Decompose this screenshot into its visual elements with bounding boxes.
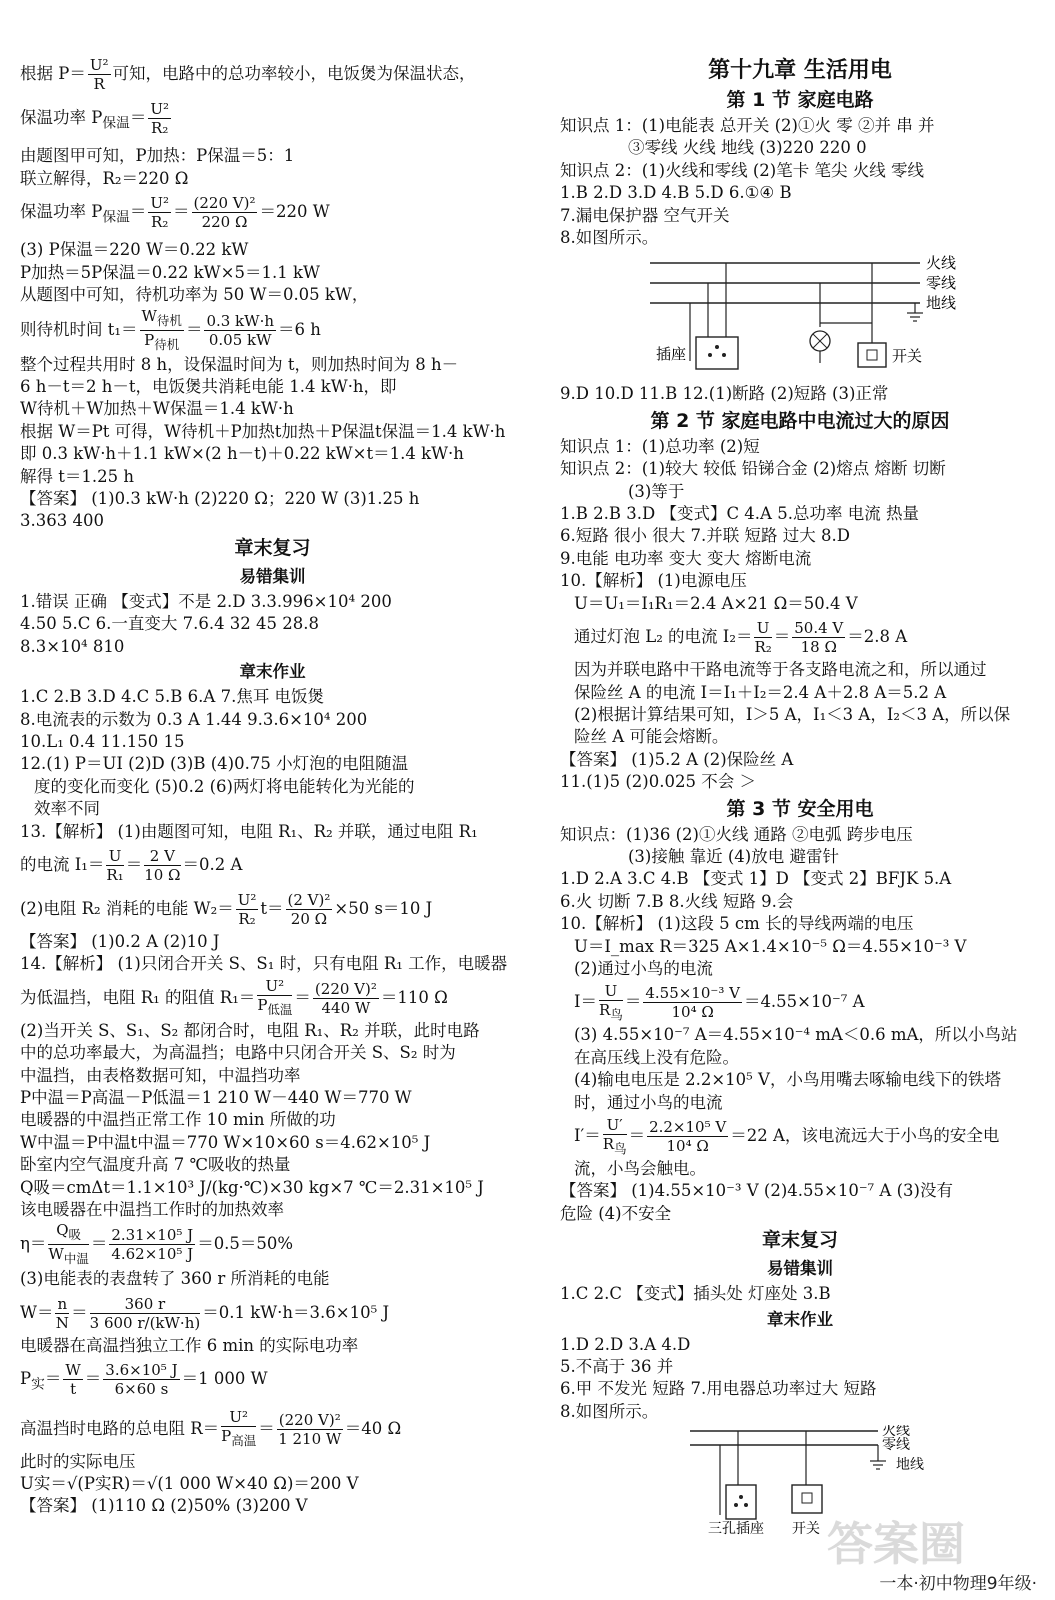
text-line: 中的总功率最大，为高温挡；电路中只闭合开关 S、S₂ 时为 xyxy=(20,1043,456,1063)
text-line: 1.B 2.D 3.D 4.B 5.D 6.①④ B xyxy=(560,183,792,203)
text-line: 13.【解析】 (1)由题图可知，电阻 R₁、R₂ 并联，通过电阻 R₁ xyxy=(20,821,478,841)
text-line: 1.错误 正确 【变式】不是 2.D 3.3.996×10⁴ 200 xyxy=(20,591,392,611)
socket-label: 插座 xyxy=(656,345,687,364)
text-line: 10.L₁ 0.4 11.150 15 xyxy=(20,731,185,751)
answer-line: 【答案】 (1)4.55×10⁻³ V (2)4.55×10⁻⁷ A (3)没有 xyxy=(560,1181,953,1201)
fraction: $\frac{\text{3.6×10⁵ J}}{6\times 60 s}$ xyxy=(105,1361,178,1399)
text-line: 知识点 2：(1)较大 较低 铅锑合金 (2)熔点 熔断 切断 xyxy=(560,459,946,479)
fraction: $\frac{\text{(220 V)²}}{220 \Omega}$ xyxy=(193,194,256,232)
text-line: 9.D 10.D 11.B 12.(1)断路 (2)短路 (3)正常 xyxy=(560,384,889,404)
text-line: (3)等于 xyxy=(628,481,685,501)
text-line: $P_实=$ $\frac{W}{t}$ ＝ $\frac{\text{3.6×10⁵ J}}{6\times 60 s}$ ＝1 000 W xyxy=(20,1361,268,1399)
text-line: 1.C 2.B 3.D 4.C 5.B 6.A 7.焦耳 电饭煲 xyxy=(20,687,325,707)
text-line: 保险丝 A 的电流 I＝I₁＋I₂＝2.4 A＋2.8 A＝5.2 A xyxy=(574,682,947,702)
answer-line: 【答案】 (1)0.2 A (2)10 J xyxy=(20,931,220,951)
text-line: U实＝√(P实R)＝√(1 000 W×40 Ω)＝200 V xyxy=(20,1473,359,1493)
text-line: (3)电能表的表盘转了 360 r 所消耗的电能 xyxy=(20,1269,330,1289)
answer-line: 【答案】 (1)110 Ω (2)50% (3)200 V xyxy=(20,1496,308,1516)
three-pin-socket-icon xyxy=(726,1485,756,1519)
wiring-diagram-svg xyxy=(560,1425,1040,1535)
text-line: I＝ U $R_鸟$ ＝ $\frac{\text{4.55×10⁻³ V}}{\text{10⁴ Ω}}$ ＝4.55×10⁻⁷ A xyxy=(574,981,865,1022)
sub-heading: 章末作业 xyxy=(239,662,306,682)
text-line: 6 h－t＝2 h－t，电饭煲共消耗电能 1.4 kW·h，即 xyxy=(20,377,397,397)
section-heading: 章末复习 xyxy=(761,1229,838,1252)
text-line: (3)接触 靠近 (4)放电 避雷针 xyxy=(628,846,839,866)
section-title: 第 3 节 安全用电 xyxy=(726,797,874,820)
text-line: 度的变化而变化 (5)0.2 (6)两灯将电能转化为光能的 xyxy=(34,776,415,796)
text-line: W＝ $\frac{n}{N}$ ＝ $\frac{360 r}{3 600 r/(kW\cdot h)}$ ＝0.1 kW·h＝3.6×10⁵ J xyxy=(20,1294,390,1332)
sub-heading: 易错集训 xyxy=(239,566,306,586)
text-line: 效率不同 xyxy=(34,799,100,819)
text-line: Q吸＝cmΔt＝1.1×10³ J/(kg·℃)×30 kg×7 ℃＝2.31×10⁵ J xyxy=(20,1177,484,1197)
answer-line: 【答案】 (1)0.3 kW·h (2)220 Ω；220 W (3)1.25 h xyxy=(20,489,420,509)
left-column xyxy=(20,52,525,1518)
neutral-wire-label: 零线 xyxy=(882,1437,910,1454)
text-line: (2)根据计算结果可知，I＞5 A，I₁＜3 A，I₂＜3 A，所以保 xyxy=(574,704,1011,724)
text-line: 该电暖器在中温挡工作时的加热效率 xyxy=(20,1200,284,1219)
text-line: (2)电阻 R₂ 消耗的电能 W₂＝ $\frac{\text{U²}}{\text{R₂}}$ t＝ $\frac{\text{(2 V)²}}{20 \Omega}$ ×50 s＝10 J xyxy=(20,890,433,928)
text-line: W待机＋W加热＋W保温＝1.4 kW·h xyxy=(20,399,294,419)
text-line: 6.短路 很小 很大 7.并联 短路 过大 8.D xyxy=(560,526,850,546)
text-line: 3.363 400 xyxy=(20,511,104,531)
fraction: $\frac{n}{N}$ xyxy=(55,1294,69,1332)
text-line: ③零线 火线 地线 (3)220 220 0 xyxy=(628,138,867,158)
fraction: $W_{待机}$ $P_{待机}$ xyxy=(141,306,182,352)
fraction: $\frac{\text{2.31×10⁵ J}}{\text{4.62×10⁵ J}}$ xyxy=(111,1226,194,1264)
text-line: 10.【解析】 (1)电源电压 xyxy=(560,571,747,591)
fraction: $\frac{\text{U²}}{R}$ xyxy=(89,56,109,93)
switch-label: 开关 xyxy=(892,347,923,366)
fraction: U′ $R_鸟$ xyxy=(602,1115,627,1156)
text-line: 保温功率 $P_{保温}=$ $\frac{\text{U²}}{\text{R₂}}$ ＝ $\frac{\text{(220 V)²}}{220 \Omega}$ ＝220 W xyxy=(20,194,330,232)
text-line: 通过灯泡 L₂ 的电流 I₂＝ $\frac{U}{\text{R₂}}$ ＝ $\frac{50.4 V}{18 \Omega}$ ＝2.8 A xyxy=(574,619,908,657)
text-line: 9.电能 电功率 变大 变大 熔断电流 xyxy=(560,548,812,568)
text-line: (2)通过小鸟的电流 xyxy=(574,958,713,978)
text-line: 解得 t＝1.25 h xyxy=(20,466,134,486)
socket-icon xyxy=(696,337,738,369)
ground-wire-label: 地线 xyxy=(926,294,957,313)
text-line: 8.如图所示。 xyxy=(560,1401,659,1421)
fraction: $\frac{0.3 kW\cdot h}{0.05 kW}$ xyxy=(206,311,274,349)
fraction: $\frac{\text{2.2×10⁵ V}}{\text{10⁴ Ω}}$ xyxy=(649,1118,727,1155)
fraction: $\frac{U}{\text{R₂}}$ xyxy=(754,619,772,657)
fraction: $Q_吸$ $W_{中温}$ xyxy=(48,1221,89,1267)
text-line: 因为并联电路中干路电流等于各支路电流之和，所以通过 xyxy=(574,660,987,680)
right-column xyxy=(560,56,1040,1537)
fraction: U $R_鸟$ xyxy=(599,981,623,1022)
switch-label: 开关 xyxy=(792,1521,820,1536)
sub-heading: 章末作业 xyxy=(767,1309,833,1329)
text-line: 此时的实际电压 xyxy=(20,1451,136,1471)
fraction: $\frac{50.4 V}{18 \Omega}$ xyxy=(794,619,844,657)
text-line: U＝U₁＝I₁R₁＝2.4 A×21 Ω＝50.4 V xyxy=(574,593,858,613)
text-line: (2)当开关 S、S₁、S₂ 都闭合时，电阻 R₁、R₂ 并联，此时电路 xyxy=(20,1020,480,1040)
chapter-title: 第十九章 生活用电 xyxy=(708,58,892,83)
text-line: 6.甲 不发光 短路 7.用电器总功率过大 短路 xyxy=(560,1379,877,1399)
text-line: 的电流 I₁＝ $\frac{U}{\text{R₁}}$ ＝ $\frac{2 V}{10 \Omega}$ ＝0.2 A xyxy=(20,846,243,884)
text-line: 险丝 A 可能会熔断。 xyxy=(574,727,729,747)
text-line: (3) 4.55×10⁻⁷ A＝4.55×10⁻⁴ mA＜0.6 mA，所以小鸟站 xyxy=(574,1025,1018,1045)
watermark-logo: 答案圈 xyxy=(827,1517,965,1571)
text-line: 5.不高于 36 并 xyxy=(560,1357,674,1377)
section-title: 第 1 节 家庭电路 xyxy=(726,89,874,111)
fraction: $\frac{\text{U²}}{\text{R₂}}$ xyxy=(150,100,170,137)
text-line: W中温＝P中温t中温＝770 W×10×60 s＝4.62×10⁵ J xyxy=(20,1132,431,1152)
text-line: 根据 P＝ $\frac{\text{U²}}{R}$ 可知，电路中的总功率较小，电饭煲为保温状态， xyxy=(20,56,476,93)
text-line: 4.50 5.C 6.一直变大 7.6.4 32 45 28.8 xyxy=(20,614,320,634)
text-line: I′＝ U′ $R_鸟$ ＝ $\frac{\text{2.2×10⁵ V}}{\text{10⁴ Ω}}$ ＝22 A，该电流远大于小鸟的安全电 xyxy=(574,1115,1000,1156)
fraction: $\frac{2 V}{10 \Omega}$ xyxy=(144,846,181,884)
text-line: (4)输电电压是 2.2×10⁵ V，小鸟用嘴去啄输电线下的铁塔 xyxy=(574,1070,1001,1090)
fraction: $\frac{U}{\text{R₁}}$ xyxy=(106,846,124,884)
text-line: 由题图甲可知，P加热：P保温＝5：1 xyxy=(20,146,295,166)
text-line: 流，小鸟会触电。 xyxy=(574,1159,706,1178)
fraction: $\frac{\text{(2 V)²}}{20 \Omega}$ xyxy=(287,890,331,928)
fraction: $\frac{W}{t}$ xyxy=(65,1361,81,1399)
section-heading: 章末复习 xyxy=(234,536,311,559)
text-line: P加热＝5P保温＝0.22 kW×5＝1.1 kW xyxy=(20,262,320,282)
fraction: U² $P_{低温}$ xyxy=(257,977,293,1018)
section-title: 第 2 节 家庭电路中电流过大的原因 xyxy=(650,409,950,432)
live-wire-label: 火线 xyxy=(882,1425,910,1440)
text-line: 知识点 2：(1)火线和零线 (2)笔卡 笔尖 火线 零线 xyxy=(560,160,924,180)
text-line: 电暖器的中温挡正常工作 10 min 所做的功 xyxy=(20,1110,336,1130)
text-line: 联立解得，R₂＝220 Ω xyxy=(20,168,189,188)
text-line: U＝I_max R＝325 A×1.4×10⁻⁵ Ω＝4.55×10⁻³ V xyxy=(574,936,967,956)
text-line: 从题图中可知，待机功率为 50 W＝0.05 kW， xyxy=(20,285,369,305)
text-line: 7.漏电保护器 空气开关 xyxy=(560,205,730,225)
text-line: 8.3×10⁴ 810 xyxy=(20,636,125,656)
fraction: $\frac{\text{U²}}{\text{R₂}}$ xyxy=(150,194,170,232)
wiring-diagram-svg xyxy=(560,251,1040,381)
text-line: 则待机时间 t₁＝ $W_{待机}$ $P_{待机}$ ＝ $\frac{0.3 kW\cdot h}{0.05 kW}$ ＝6 h xyxy=(20,306,321,352)
text-line: 知识点 1：(1)总功率 (2)短 xyxy=(560,436,760,456)
text-line: 为低温挡，电阻 R₁ 的阻值 R₁＝ U² $P_{低温}$ ＝ $\frac{\text{(220 V)²}}{440 W}$ ＝110 Ω xyxy=(20,977,448,1018)
text-line: 中温挡，由表格数据可知，中温挡功率 xyxy=(20,1065,301,1085)
fraction: $\frac{\text{4.55×10⁻³ V}}{\text{10⁴ Ω}}$ xyxy=(645,984,740,1022)
text-line: 在高压线上没有危险。 xyxy=(574,1047,739,1067)
fraction: $\frac{\text{(220 V)²}}{1 210 W}$ xyxy=(278,1410,342,1448)
neutral-wire-label: 零线 xyxy=(926,274,957,293)
fraction: U² $P_{高温}$ xyxy=(221,1408,257,1449)
fraction: $\frac{\text{(220 V)²}}{440 W}$ xyxy=(314,979,377,1017)
text-line: 8.电流表的示数为 0.3 A 1.44 9.3.6×10⁴ 200 xyxy=(20,709,368,729)
text-line: 1.C 2.C 【变式】插头处 灯座处 3.B xyxy=(560,1284,831,1304)
sub-heading: 易错集训 xyxy=(767,1259,833,1279)
switch-icon xyxy=(792,1485,822,1513)
text-line: 时，通过小鸟的电流 xyxy=(574,1092,723,1112)
fraction: $\frac{\text{U²}}{\text{R₂}}$ xyxy=(237,890,257,928)
wiring-diagram-1 xyxy=(560,251,1040,381)
text-line: 10.【解析】 (1)这段 5 cm 长的导线两端的电压 xyxy=(560,914,914,934)
text-line: 11.(1)5 (2)0.025 不会 ＞ xyxy=(560,772,756,792)
switch-icon xyxy=(858,343,886,367)
answer-line: 【答案】 (1)5.2 A (2)保险丝 A xyxy=(560,749,794,769)
socket-label: 三孔插座 xyxy=(708,1521,764,1536)
text-line: P中温＝P高温－P低温＝1 210 W－440 W＝770 W xyxy=(20,1087,412,1107)
text-line: 危险 (4)不安全 xyxy=(560,1203,672,1223)
wiring-diagram-2 xyxy=(560,1425,1040,1535)
text-line: 1.D 2.D 3.A 4.D xyxy=(560,1334,691,1354)
text-line: 8.如图所示。 xyxy=(560,228,659,248)
text-line: 根据 W＝Pt 可得，W待机＋P加热t加热＋P保温t保温＝1.4 kW·h xyxy=(20,421,506,441)
fraction: $\frac{360 r}{3 600 r/(kW\cdot h)}$ xyxy=(89,1294,201,1332)
text-line: 知识点：(1)36 (2)①火线 通路 ②电弧 跨步电压 xyxy=(560,824,913,844)
text-line: 电暖器在高温挡独立工作 6 min 的实际电功率 xyxy=(20,1335,359,1355)
text-line: 即 0.3 kW·h＋1.1 kW×(2 h－t)＋0.22 kW×t＝1.4 kW·h xyxy=(20,444,464,464)
text-line: 卧室内空气温度升高 7 ℃吸收的热量 xyxy=(20,1155,291,1175)
text-line: 6.火 切断 7.B 8.火线 短路 9.会 xyxy=(560,891,794,911)
live-wire-label: 火线 xyxy=(926,254,957,273)
text-line: 保温功率 $P_{保温}=$ $\frac{\text{U²}}{\text{R₂}}$ xyxy=(20,100,170,137)
text-line: (3) P保温＝220 W＝0.22 kW xyxy=(20,240,249,260)
text-line: 高温挡时电路的总电阻 R＝ U² $P_{高温}$ ＝ $\frac{\text{(220 V)²}}{1 210 W}$ ＝40 Ω xyxy=(20,1408,402,1449)
text-line: 14.【解析】 (1)只闭合开关 S、S₁ 时，只有电阻 R₁ 工作，电暖器 xyxy=(20,954,508,974)
text-line: 知识点 1：(1)电能表 总开关 (2)①火 零 ②并 串 并 xyxy=(560,116,935,135)
text-line: 1.B 2.B 3.D 【变式】C 4.A 5.总功率 电流 热量 xyxy=(560,504,919,524)
text-line: 整个过程共用时 8 h，设保温时间为 t，则加热时间为 8 h－ xyxy=(20,354,459,374)
text-line: η＝ $Q_吸$ $W_{中温}$ ＝ $\frac{\text{2.31×10⁵ J}}{\text{4.62×10⁵ J}}$ ＝0.5＝50% xyxy=(20,1221,294,1267)
ground-wire-label: 地线 xyxy=(896,1457,924,1474)
text-line: 1.D 2.A 3.C 4.B 【变式 1】D 【变式 2】BFJK 5.A xyxy=(560,869,952,889)
text-line: 12.(1) P＝UI (2)D (3)B (4)0.75 小灯泡的电阻随温 xyxy=(20,754,409,774)
page-footer: 一本·初中物理9年级· xyxy=(879,1574,1037,1594)
